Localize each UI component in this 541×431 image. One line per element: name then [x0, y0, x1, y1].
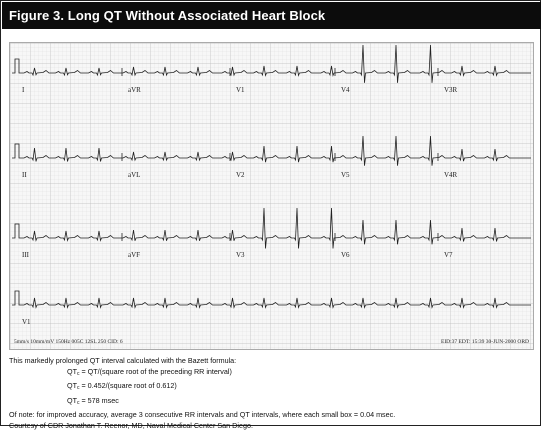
caption-intro: This markedly prolonged QT interval calculated with the Bazett formula:: [9, 356, 237, 365]
eq2-sub: c: [76, 385, 80, 392]
eq1-sub: c: [76, 371, 80, 378]
caption-equation-3: [9, 395, 534, 409]
lead-label-v1: V1: [22, 318, 31, 326]
eq1-lhs: QT: [67, 367, 77, 377]
ecg-tracing: [9, 42, 534, 350]
lead-label-v2: V2: [236, 171, 245, 179]
lead-label-v5: V5: [341, 171, 350, 179]
eq3-lhs: QT: [67, 395, 77, 405]
figure-title: Figure 3. Long QT Without Associated Heart Block: [2, 2, 541, 29]
eq2-rhs: = 0.452/(square root of 0.612): [79, 381, 177, 391]
eq1-rhs: = QT/(square root of the preceding RR interval): [79, 367, 232, 377]
lead-label-v6: V6: [341, 251, 350, 259]
ecg-footer-left: 5mm/s 10mm/mV 150Hz 005C 12SL 250 CID: 6: [14, 339, 123, 345]
ecg-svg: [10, 43, 533, 349]
lead-label-v1: V1: [236, 86, 245, 94]
eq2-lhs: QT: [67, 381, 77, 391]
caption-credit: Courtesy of CDR Jonathan T. Reenor, MD, Naval Medical Center San Diego.: [9, 421, 253, 431]
caption-equation-1: [9, 366, 534, 380]
eq3-sub: c: [76, 399, 80, 406]
lead-label-v3: V3: [236, 251, 245, 259]
lead-label-avf: aVF: [128, 251, 141, 259]
lead-label-v7: V7: [444, 251, 453, 259]
lead-label-i: I: [22, 86, 25, 94]
lead-label-v4r: V4R: [444, 171, 458, 179]
lead-label-v4: V4: [341, 86, 350, 94]
lead-label-avr: aVR: [128, 86, 141, 94]
lead-label-v3r: V3R: [444, 86, 458, 94]
lead-label-ii: II: [22, 171, 27, 179]
lead-label-iii: III: [22, 251, 29, 259]
figure-caption: [9, 355, 534, 431]
eq3-rhs: = 578 msec: [79, 395, 119, 405]
lead-label-avl: aVL: [128, 171, 141, 179]
caption-note: Of note: for improved accuracy, average 3 consecutive RR intervals and QT intervals, where each small box = 0.04 msec.: [9, 409, 396, 419]
ecg-footer-right: EID:37 EDT: 15:39 30-JUN-2000 ORD: [440, 339, 529, 345]
caption-equation-2: [9, 380, 534, 394]
